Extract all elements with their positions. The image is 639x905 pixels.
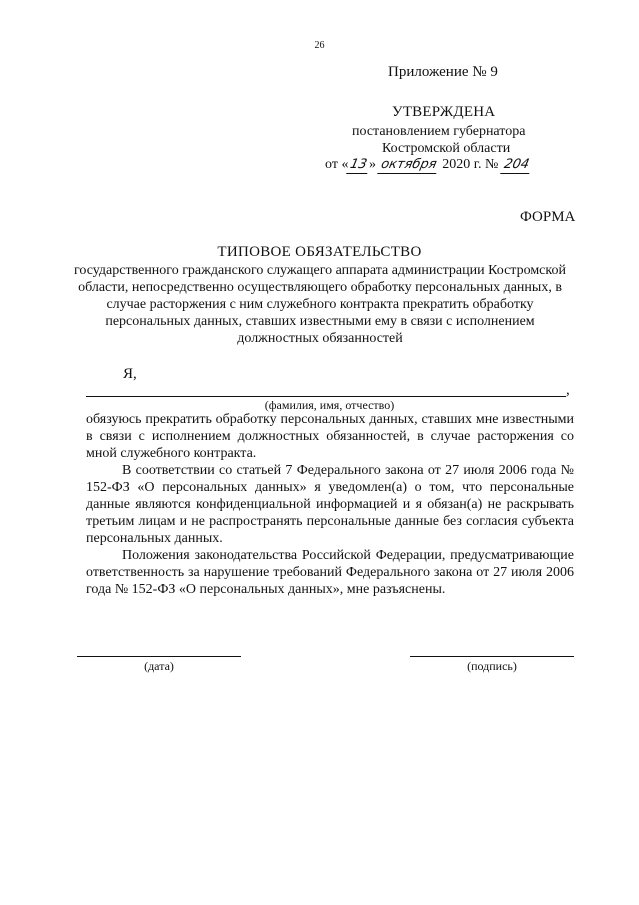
handwritten-day: 13: [347, 157, 371, 174]
document-subtitle: государственного гражданского служащего аппарата администрации Костромской области, непосредственно осуществляющего обработку персональных данных, в случае расторжения с ним служебного контракта прекратить обработку персональных данных, ставших известными ему в связи с исполнением должностных обязанностей: [74, 263, 566, 346]
form-label: ФОРМА: [520, 209, 576, 225]
signature-fill-line: [410, 656, 574, 657]
page-number: 26: [314, 40, 325, 51]
name-line-comma: ,: [566, 382, 570, 398]
handwritten-number: 204: [500, 157, 532, 174]
appendix-label: Приложение № 9: [388, 64, 498, 80]
paragraph-3: Положения законодательства Российской Федерации, предусматривающие ответственность за нарушение требований Федерального закона от 27 июля 2006 года № 152-ФЗ «О персональных данных», мне разъяснены.: [86, 548, 574, 597]
pronoun-label: Я,: [123, 366, 137, 382]
region-text: Костромской области: [382, 141, 511, 156]
year-and-number-label: 2020 г. №: [442, 157, 499, 172]
day-quote-open: «: [341, 157, 349, 172]
handwritten-month: октября: [378, 157, 441, 174]
date-fill-line: [77, 656, 241, 657]
obligation-body: [86, 411, 574, 598]
name-fill-line: [86, 396, 566, 397]
name-caption: (фамилия, имя, отчество): [264, 398, 395, 412]
date-prefix: от: [325, 157, 338, 172]
document-title: ТИПОВОЕ ОБЯЗАТЕЛЬСТВО: [217, 244, 422, 260]
approved-heading: УТВЕРЖДЕНА: [392, 104, 496, 120]
signature-caption: (подпись): [467, 659, 517, 673]
decree-date-line: [325, 157, 531, 174]
paragraph-1: обязуюсь прекратить обработку персональных данных, ставших мне известными в связи с исполнением должностных обязанностей, в случае расторжения со мной служебного контракта.: [86, 412, 574, 461]
paragraph-2: В соответствии со статьей 7 Федерального закона от 27 июля 2006 года № 152-ФЗ «О персональных данных» я уведомлен(а) о том, что персональные данные являются конфиденциальной информацией и я обязан(а) не раскрывать третьим лицам и не распространять персональные данные без согласия субъекта персональных данных.: [86, 463, 574, 546]
day-quote-close: »: [368, 157, 376, 172]
approved-by-text: постановлением губернатора: [352, 124, 526, 139]
date-caption: (дата): [144, 659, 174, 673]
